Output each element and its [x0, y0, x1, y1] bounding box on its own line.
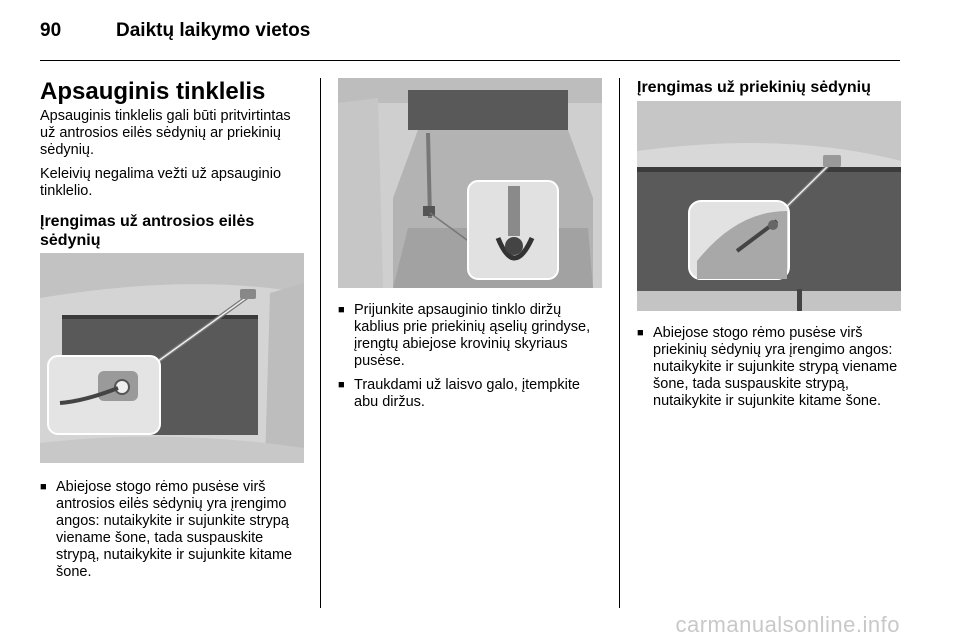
illustration-floor-hooks: [338, 78, 602, 288]
column-3: [637, 78, 903, 417]
intro-paragraph-2: Keleivių negalima vežti už apsauginio tinklelio.: [40, 166, 282, 199]
bullet-marker: ■: [40, 481, 47, 493]
subheading-second-row: Įrengimas už antrosios eilės sėdynių: [40, 213, 255, 249]
bullet-item: [338, 377, 606, 411]
column-divider-2: [619, 78, 620, 608]
illustration-front-row-mount: [637, 101, 901, 311]
page-number: 90: [40, 20, 62, 41]
subheading-front-row: Įrengimas už priekinių sėdynių: [637, 79, 871, 96]
bullet-marker: ■: [637, 327, 644, 339]
illustration-second-row-mount: [40, 253, 304, 463]
column-1: [40, 78, 306, 588]
section-title: Apsauginis tinklelis: [40, 78, 266, 105]
page-header: [40, 20, 310, 44]
bullet-marker: ■: [338, 379, 345, 391]
bullet-text: Prijunkite apsauginio tinklo diržų kablius prie priekinių ąselių grindyse, įrengtų abiejose krovinių skyriaus pusėse.: [354, 302, 591, 369]
header-rule: [40, 60, 900, 61]
bullet-text: Abiejose stogo rėmo pusėse virš antrosios eilės sėdynių yra įrengimo angos: nutaikykite ir sujunkite strypą viename šone, tada suspauskite strypą, nutaikykite ir sujunkite kitame šone.: [56, 479, 293, 580]
bullet-text: Abiejose stogo rėmo pusėse virš priekinių sėdynių yra įrengimo angos: nutaikykite ir sujunkite strypą viename šone, tada suspauskite strypą, nutaikykite ir sujunkite kitame šone.: [653, 325, 898, 409]
bullet-marker: ■: [338, 304, 345, 316]
intro-paragraph-1: Apsauginis tinklelis gali būti pritvirtintas už antrosios eilės sėdynių ar priekinių sėdynių.: [40, 108, 291, 158]
column-divider-1: [320, 78, 321, 608]
bullet-item: [338, 302, 606, 370]
bullet-item: [40, 479, 306, 581]
watermark: carmanualsonline.info: [675, 612, 900, 637]
bullet-text: Traukdami už laisvo galo, įtempkite abu diržus.: [354, 377, 580, 410]
chapter-title: Daiktų laikymo vietos: [116, 20, 311, 41]
column-2: [338, 78, 606, 418]
bullet-item: [637, 325, 903, 410]
